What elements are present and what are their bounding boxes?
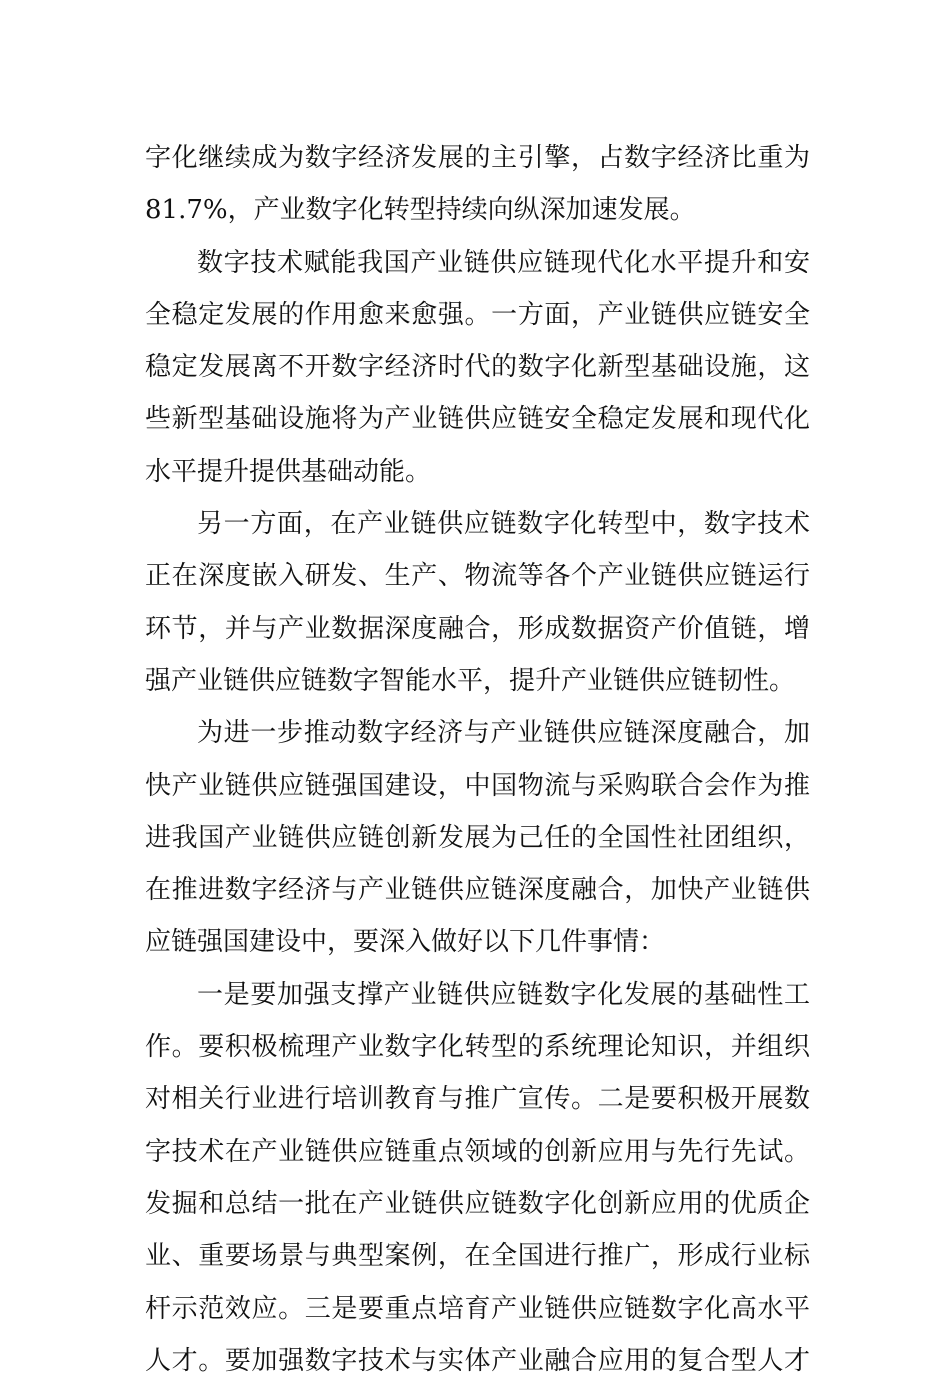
text-line: 稳定发展离不开数字经济时代的数字化新型基础设施，这 bbox=[145, 352, 810, 383]
text-line: 发掘和总结一批在产业链供应链数字化创新应用的优质企 bbox=[145, 1188, 810, 1219]
text-line: 环节，并与产业数据深度融合，形成数据资产价值链，增 bbox=[145, 613, 810, 644]
text-line: 些新型基础设施将为产业链供应链安全稳定发展和现代化 bbox=[145, 404, 810, 435]
text-line: 81.7%，产业数字化转型持续向纵深加速发展。 bbox=[145, 195, 696, 226]
text-line: 对相关行业进行培训教育与推广宣传。二是要积极开展数 bbox=[145, 1084, 810, 1115]
text-line: 另一方面，在产业链供应链数字化转型中，数字技术 bbox=[197, 509, 810, 540]
text-line: 业、重要场景与典型案例，在全国进行推广，形成行业标 bbox=[145, 1241, 810, 1272]
text-line: 在推进数字经济与产业链供应链深度融合，加快产业链供 bbox=[145, 875, 810, 906]
text-line: 正在深度嵌入研发、生产、物流等各个产业链供应链运行 bbox=[145, 561, 810, 592]
paragraph-2 bbox=[145, 237, 810, 498]
text-line: 应链强国建设中，要深入做好以下几件事情： bbox=[145, 927, 666, 958]
text-line: 数字技术赋能我国产业链供应链现代化水平提升和安 bbox=[197, 247, 810, 278]
text-line: 水平提升提供基础动能。 bbox=[145, 456, 432, 487]
paragraph-4 bbox=[145, 707, 810, 968]
text-line: 人才。要加强数字技术与实体产业融合应用的复合型人才 bbox=[145, 1345, 810, 1376]
text-line: 为进一步推动数字经济与产业链供应链深度融合，加 bbox=[197, 718, 810, 749]
paragraph-1 bbox=[145, 132, 810, 237]
document-body bbox=[145, 132, 810, 1387]
text-line: 字技术在产业链供应链重点领域的创新应用与先行先试。 bbox=[145, 1136, 810, 1167]
text-line: 全稳定发展的作用愈来愈强。一方面，产业链供应链安全 bbox=[145, 299, 810, 330]
text-line: 作。要积极梳理产业数字化转型的系统理论知识，并组织 bbox=[145, 1032, 810, 1063]
paragraph-5 bbox=[145, 969, 810, 1387]
text-line: 字化继续成为数字经济发展的主引擎，占数字经济比重为 bbox=[145, 143, 810, 173]
text-line: 强产业链供应链数字智能水平，提升产业链供应链韧性。 bbox=[145, 665, 796, 696]
text-line: 快产业链供应链强国建设，中国物流与采购联合会作为推 bbox=[145, 770, 810, 801]
paragraph-3 bbox=[145, 498, 810, 707]
text-line: 杆示范效应。三是要重点培育产业链供应链数字化高水平 bbox=[145, 1293, 810, 1324]
text-line: 一是要加强支撑产业链供应链数字化发展的基础性工 bbox=[197, 979, 810, 1010]
text-line: 进我国产业链供应链创新发展为己任的全国性社团组织， bbox=[145, 822, 810, 853]
